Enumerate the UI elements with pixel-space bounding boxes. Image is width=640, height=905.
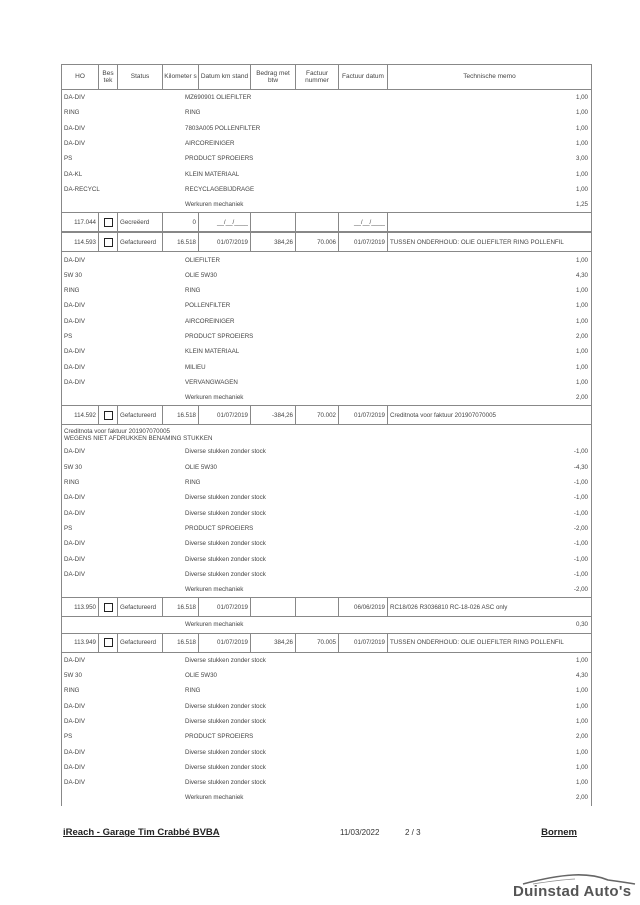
line-code: DA-DIV <box>64 94 85 102</box>
record-memo <box>388 213 591 231</box>
record-kilometers: 0 <box>163 213 199 231</box>
record-factuur-nummer: 70.006 <box>296 233 339 251</box>
line-description: PRODUCT SPROEIERS <box>185 155 254 163</box>
line-code: DA-DIV <box>64 555 85 563</box>
line-item <box>62 475 591 490</box>
line-code: DA-DIV <box>64 540 85 548</box>
col-ho: HO <box>62 65 99 89</box>
record-factuur-nummer: 70.005 <box>296 634 339 652</box>
line-item <box>62 760 591 775</box>
record-bedrag <box>251 213 296 231</box>
line-item <box>62 617 591 632</box>
line-item <box>62 136 591 151</box>
line-description: RING <box>185 687 201 695</box>
line-item <box>62 506 591 521</box>
bestek-checkbox[interactable] <box>104 411 113 420</box>
line-quantity: 2,00 <box>575 333 588 340</box>
bestek-checkbox[interactable] <box>104 218 113 227</box>
line-description: PRODUCT SPROEIERS <box>185 524 254 532</box>
line-quantity: 2,00 <box>575 794 588 802</box>
line-description: OLIE 5W30 <box>185 672 217 680</box>
line-item <box>62 182 591 197</box>
line-item <box>62 197 591 212</box>
line-code: DA-DIV <box>64 509 85 517</box>
line-quantity: 3,00 <box>575 155 588 163</box>
line-item <box>62 653 591 668</box>
line-quantity: -1,00 <box>573 448 588 456</box>
record-datum: 01/07/2019 <box>199 406 251 424</box>
line-code: DA-DIV <box>64 448 85 456</box>
line-quantity: 1,00 <box>575 656 588 664</box>
record-status: Gefactureerd <box>118 406 163 424</box>
line-code: DA-DIV <box>64 124 85 132</box>
line-code: DA-DIV <box>64 317 85 325</box>
line-quantity: 1,00 <box>575 170 588 178</box>
line-quantity: -1,00 <box>573 479 588 487</box>
record-note <box>62 425 591 444</box>
line-quantity: -1,00 <box>573 570 588 578</box>
line-code: PS <box>64 333 73 340</box>
line-item <box>62 567 591 582</box>
line-item <box>62 699 591 714</box>
record-datum: 01/07/2019 <box>199 634 251 652</box>
line-item <box>62 151 591 166</box>
line-item <box>62 268 591 283</box>
record-row <box>62 212 591 232</box>
line-quantity: 1,00 <box>575 317 588 325</box>
line-description: POLLENFILTER <box>185 302 231 310</box>
record-kilometers: 16.518 <box>163 406 199 424</box>
line-description: Diverse stukken zonder stock <box>185 494 266 502</box>
line-description: PRODUCT SPROEIERS <box>185 733 254 741</box>
bestek-checkbox[interactable] <box>104 603 113 612</box>
line-description: KLEIN MATERIAAL <box>185 348 240 356</box>
line-description: RING <box>185 287 201 295</box>
line-item <box>62 790 591 805</box>
line-item <box>62 668 591 683</box>
line-code: RING <box>64 479 80 487</box>
record-factuur-datum: 01/07/2019 <box>339 406 388 424</box>
line-code: DA-DIV <box>64 256 85 264</box>
line-quantity: 1,00 <box>575 378 588 386</box>
line-description: Diverse stukken zonder stock <box>185 779 266 787</box>
line-item <box>62 714 591 729</box>
history-table <box>61 64 592 806</box>
line-code: DA-DIV <box>64 494 85 502</box>
record-bestek <box>99 634 118 652</box>
col-datum-km: Datum km stand <box>199 65 251 89</box>
line-item <box>62 460 591 475</box>
line-quantity: -1,00 <box>573 494 588 502</box>
line-item <box>62 314 591 329</box>
record-kilometers: 16.518 <box>163 634 199 652</box>
table-body <box>62 90 591 806</box>
line-quantity: 4,30 <box>575 672 588 680</box>
footer-page-number: 2 / 3 <box>405 828 421 837</box>
record-row <box>62 405 591 425</box>
line-quantity: -2,00 <box>573 586 588 594</box>
line-quantity: 1,00 <box>575 185 588 193</box>
note-line: WEGENS NIET AFDRUKKEN BENAMING STUKKEN <box>64 435 213 443</box>
line-item <box>62 252 591 267</box>
line-quantity: 1,00 <box>575 748 588 756</box>
line-item <box>62 105 591 120</box>
record-factuur-datum: 01/07/2019 <box>339 233 388 251</box>
record-ho: 113.950 <box>62 598 99 616</box>
line-description: MILIEU <box>185 363 206 371</box>
line-description: Diverse stukken zonder stock <box>185 540 266 548</box>
record-memo: RC18/026 R3036810 RC-18-026 ASC only <box>390 603 508 611</box>
record-status: Gefactureerd <box>118 233 163 251</box>
line-description: PRODUCT SPROEIERS <box>185 333 254 340</box>
record-status: Gecreëerd <box>118 213 163 231</box>
line-quantity: 1,00 <box>575 687 588 695</box>
line-quantity: -2,00 <box>573 524 588 532</box>
col-factuur-datum: Factuur datum <box>339 65 388 89</box>
line-quantity: 2,00 <box>575 394 588 402</box>
line-description: Diverse stukken zonder stock <box>185 702 266 710</box>
line-item <box>62 390 591 405</box>
line-quantity: 1,00 <box>575 287 588 295</box>
line-item <box>62 551 591 566</box>
line-item <box>62 775 591 790</box>
line-quantity: 1,00 <box>575 140 588 148</box>
line-quantity: 1,00 <box>575 124 588 132</box>
line-item <box>62 166 591 181</box>
line-quantity: 1,00 <box>575 302 588 310</box>
line-item <box>62 490 591 505</box>
line-code: DA-DIV <box>64 763 85 771</box>
watermark-logo <box>513 872 640 902</box>
line-description: RING <box>185 109 201 117</box>
line-item <box>62 375 591 390</box>
line-description: Diverse stukken zonder stock <box>185 509 266 517</box>
line-quantity: 0,30 <box>575 621 588 629</box>
line-description: Diverse stukken zonder stock <box>185 555 266 563</box>
record-bestek <box>99 233 118 251</box>
line-code: DA-DIV <box>64 779 85 787</box>
line-description: Werkuren mechaniek <box>185 794 244 802</box>
record-datum: 01/07/2019 <box>199 233 251 251</box>
line-code: RING <box>64 687 80 695</box>
record-row <box>62 232 591 252</box>
line-quantity: 2,00 <box>575 733 588 741</box>
line-description: Werkuren mechaniek <box>185 201 244 209</box>
line-description: MZ690901 OLIEFILTER <box>185 94 252 102</box>
note-line: Creditnota voor faktuur 201907070005 <box>64 428 170 436</box>
col-bestek: Bes tek <box>99 65 118 89</box>
record-factuur-datum: __/__/____ <box>339 213 388 231</box>
record-memo: Creditnota voor faktuur 201907070005 <box>390 411 496 419</box>
line-description: Werkuren mechaniek <box>185 394 244 402</box>
line-description: 7803A005 POLLENFILTER <box>185 124 261 132</box>
line-item <box>62 283 591 298</box>
line-quantity: 1,00 <box>575 763 588 771</box>
line-code: PS <box>64 524 73 532</box>
footer-date: 11/03/2022 <box>340 828 380 837</box>
record-ho: 113.949 <box>62 634 99 652</box>
line-description: Diverse stukken zonder stock <box>185 570 266 578</box>
line-description: Diverse stukken zonder stock <box>185 717 266 725</box>
line-code: DA-DIV <box>64 140 85 148</box>
line-quantity: -4,30 <box>573 463 588 471</box>
line-description: OLIE 5W30 <box>185 271 217 279</box>
line-quantity: 1,00 <box>575 348 588 356</box>
bestek-checkbox[interactable] <box>104 638 113 647</box>
line-description: Diverse stukken zonder stock <box>185 448 266 456</box>
record-factuur-datum: 01/07/2019 <box>339 634 388 652</box>
line-description: Diverse stukken zonder stock <box>185 763 266 771</box>
line-quantity: 1,00 <box>575 109 588 117</box>
line-quantity: 1,00 <box>575 717 588 725</box>
line-description: VERVANGWAGEN <box>185 378 238 386</box>
line-description: Werkuren mechaniek <box>185 586 244 594</box>
line-code: PS <box>64 155 73 163</box>
footer-company: iReach - Garage Tim Crabbé BVBA <box>63 827 220 838</box>
line-description: KLEIN MATERIAAL <box>185 170 240 178</box>
line-description: Diverse stukken zonder stock <box>185 748 266 756</box>
line-code: DA-DIV <box>64 717 85 725</box>
table-header <box>62 65 591 90</box>
record-bedrag: 384,26 <box>251 233 296 251</box>
page-footer <box>63 827 577 841</box>
line-quantity: -1,00 <box>573 509 588 517</box>
record-bedrag: 384,26 <box>251 634 296 652</box>
line-code: DA-DIV <box>64 656 85 664</box>
line-item <box>62 344 591 359</box>
line-quantity: -1,00 <box>573 540 588 548</box>
line-quantity: 1,00 <box>575 779 588 787</box>
record-ho: 114.593 <box>62 233 99 251</box>
line-quantity: 4,30 <box>575 271 588 279</box>
line-code: 5W 30 <box>64 672 82 680</box>
line-description: OLIE 5W30 <box>185 463 217 471</box>
line-item <box>62 521 591 536</box>
record-bestek <box>99 598 118 616</box>
record-datum: 01/07/2019 <box>199 598 251 616</box>
record-datum: __/__/____ <box>199 213 251 231</box>
brand-name: Duinstad Auto's <box>513 883 632 900</box>
line-item <box>62 582 591 597</box>
record-memo: TUSSEN ONDERHOUD: OLIE OLIEFILTER RING POLLENFIL <box>390 238 564 246</box>
line-quantity: 1,00 <box>575 363 588 371</box>
record-status: Gefactureerd <box>118 598 163 616</box>
line-item <box>62 444 591 459</box>
record-row <box>62 633 591 653</box>
line-code: DA-DIV <box>64 702 85 710</box>
line-code: RING <box>64 287 80 295</box>
record-status: Gefactureerd <box>118 634 163 652</box>
record-factuur-nummer: 70.002 <box>296 406 339 424</box>
line-description: AIRCOREINIGER <box>185 317 235 325</box>
record-bedrag <box>251 598 296 616</box>
line-description: Werkuren mechaniek <box>185 621 244 629</box>
line-code: DA-DIV <box>64 378 85 386</box>
record-kilometers: 16.518 <box>163 233 199 251</box>
record-bestek <box>99 406 118 424</box>
line-description: AIRCOREINIGER <box>185 140 235 148</box>
line-quantity: 1,25 <box>575 201 588 209</box>
record-kilometers: 16.518 <box>163 598 199 616</box>
line-code: DA-KL <box>64 170 83 178</box>
record-factuur-nummer <box>296 213 339 231</box>
record-memo: TUSSEN ONDERHOUD: OLIE OLIEFILTER RING POLLENFIL <box>390 639 564 647</box>
line-item <box>62 90 591 105</box>
col-kilometers: Kilometer s <box>163 65 199 89</box>
record-ho: 114.592 <box>62 406 99 424</box>
line-code: PS <box>64 733 73 741</box>
col-memo: Technische memo <box>463 73 516 81</box>
line-item <box>62 536 591 551</box>
line-item <box>62 298 591 313</box>
record-factuur-datum: 06/06/2019 <box>339 598 388 616</box>
line-item <box>62 729 591 744</box>
line-code: 5W 30 <box>64 463 82 471</box>
col-factuur-nummer: Factuur nummer <box>296 65 339 89</box>
record-bedrag: -384,26 <box>251 406 296 424</box>
line-code: DA-RECYCL <box>64 185 100 193</box>
record-row <box>62 597 591 617</box>
line-item <box>62 121 591 136</box>
line-code: DA-DIV <box>64 748 85 756</box>
line-code: RING <box>64 109 80 117</box>
record-ho: 117.044 <box>62 213 99 231</box>
line-item <box>62 744 591 759</box>
record-factuur-nummer <box>296 598 339 616</box>
line-description: RECYCLAGEBIJDRAGE <box>185 185 255 193</box>
bestek-checkbox[interactable] <box>104 238 113 247</box>
line-code: DA-DIV <box>64 348 85 356</box>
line-description: RING <box>185 479 201 487</box>
line-item <box>62 359 591 374</box>
line-quantity: 1,00 <box>575 94 588 102</box>
line-code: DA-DIV <box>64 363 85 371</box>
line-code: 5W 30 <box>64 271 82 279</box>
line-item <box>62 329 591 344</box>
line-code: DA-DIV <box>64 570 85 578</box>
line-description: OLIEFILTER <box>185 256 220 264</box>
col-status: Status <box>118 65 163 89</box>
line-item <box>62 683 591 698</box>
line-quantity: 1,00 <box>575 256 588 264</box>
footer-location: Bornem <box>541 827 577 838</box>
line-quantity: 1,00 <box>575 702 588 710</box>
record-bestek <box>99 213 118 231</box>
line-code: DA-DIV <box>64 302 85 310</box>
line-description: Diverse stukken zonder stock <box>185 656 266 664</box>
line-quantity: -1,00 <box>573 555 588 563</box>
col-bedrag: Bedrag met btw <box>251 65 296 89</box>
